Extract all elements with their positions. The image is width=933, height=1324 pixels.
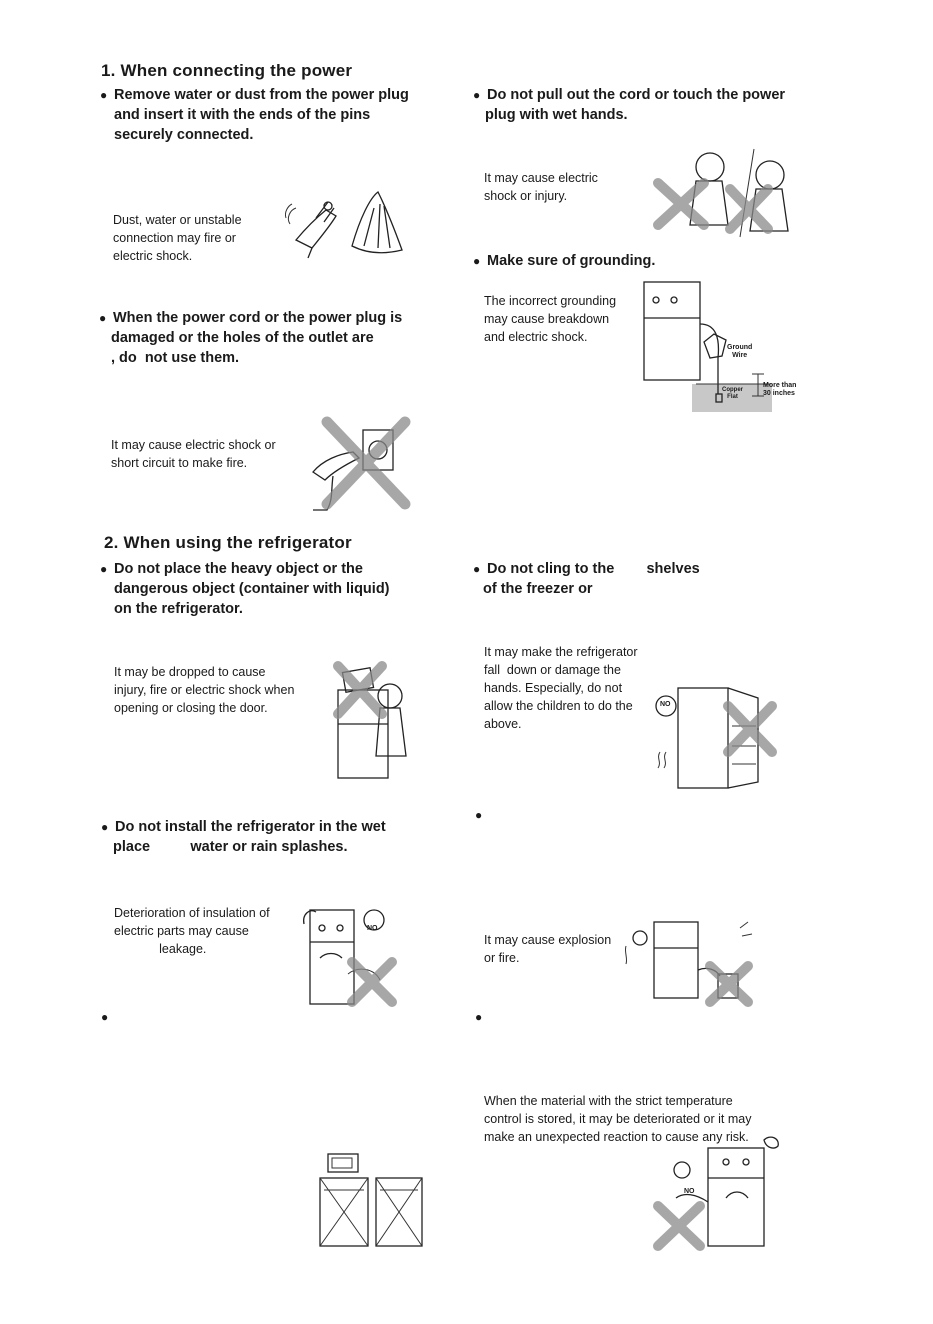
body-grounding: The incorrect grounding may cause breakdown and electric shock. [484,294,617,344]
cling-shelves-illustration [652,682,777,792]
bullet-icon: ● [473,562,481,576]
heading-wet-place: ● Do not install the refrigerator in the wet place water or rain splashes. [101,819,386,855]
bullet-icon: ● [473,254,481,268]
body-wet-hands: It may cause electric shock or injury. [484,171,598,203]
damaged-outlet-illustration [303,420,413,515]
prohibited-x-icon [710,966,748,1002]
prohibited-x-icon [352,962,392,1002]
no-sign-label: NO [660,701,671,708]
wet-place-illustration [296,906,406,1006]
bullet-icon: ● [473,88,481,102]
body-damaged-cord: It may cause electric shock or short circuit to make fire. [111,438,276,470]
section-title-power: 1. When connecting the power [101,61,353,80]
body-explosion: It may cause explosion or fire. [484,933,612,965]
body-remove-water: Dust, water or unstable connection may fire or electric shock. [113,213,242,263]
no-sign-label-3: NO [684,1188,695,1195]
explosion-illustration [622,918,757,1004]
no-sign-label-2: NO [367,925,378,932]
bullet-icon: ● [101,820,109,834]
prohibited-x-icon [658,1206,700,1246]
microwave-illustration [316,1150,426,1250]
bullet-icon: ● [100,88,108,102]
distance-label: More than 30 inches [763,382,797,397]
section-title-using: 2. When using the refrigerator [104,533,352,552]
heading-cling-shelves: ● Do not cling to the shelves of the freezer or [473,561,700,597]
heading-wet-hands: ● Do not pull out the cord or touch the power plug with wet hands. [473,87,786,123]
body-temperature-control: When the material with the strict temperature control is stored, it may be deteriorated or it may make an unexpected reaction to cause any risk. [484,1094,752,1144]
heavy-object-illustration [320,660,420,782]
heading-grounding: ● Make sure of grounding. [473,253,656,269]
ground-wire-label: Ground Wire [727,344,753,359]
bullet-icon: ● [101,1010,109,1024]
bullet-icon: ● [475,808,483,822]
heading-heavy-object: ● Do not place the heavy object or the dangerous object (container with liquid) on the refrigerator. [100,561,390,617]
body-heavy-object: It may be dropped to cause injury, fire or electric shock when opening or closing the door. [114,665,295,715]
prohibited-x-icon [658,183,704,225]
body-wet-place: Deterioration of insulation of electric parts may cause leakage. [114,906,270,956]
prohibited-x-icon [730,189,768,229]
copper-flat-label: Copper Flat [722,387,743,400]
temperature-control-illustration [652,1132,787,1250]
bullet-icon: ● [99,311,107,325]
prohibited-x-icon [728,706,772,752]
plug-cleaning-illustration [282,188,422,268]
body-cling-shelves: It may make the refrigerator fall down or damage the hands. Especially, do not allow the children to do the above. [484,645,638,731]
bullet-icon: ● [100,562,108,576]
bullet-icon: ● [475,1010,483,1024]
heading-damaged-cord: ● When the power cord or the power plug is damaged or the holes of the outlet are , do not use them. [99,310,403,366]
wet-hands-illustration [650,145,800,240]
heading-remove-water: ● Remove water or dust from the power plug and insert it with the ends of the pins securely connected. [100,87,409,143]
